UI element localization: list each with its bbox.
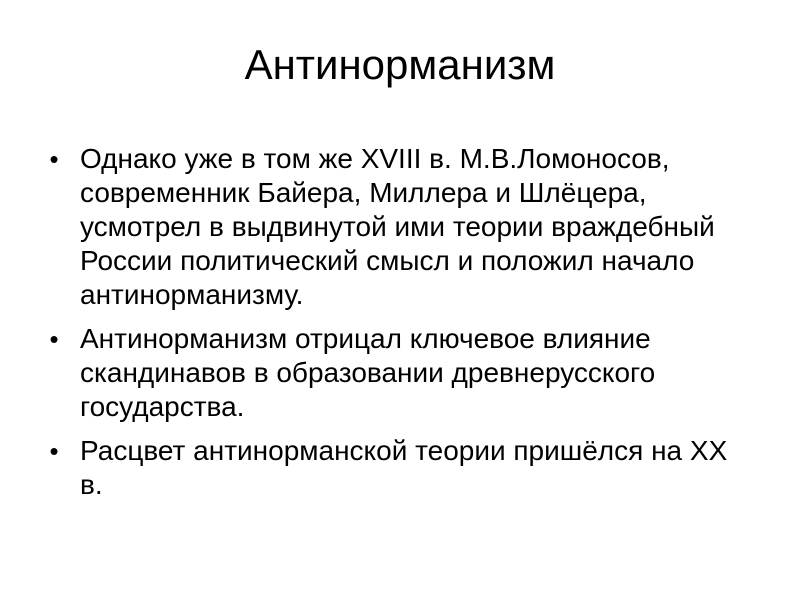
bullet-text: Расцвет антинорманской теории пришёлся на XX в. xyxy=(80,435,728,500)
bullet-text: Однако уже в том же XVIII в. М.В.Ломоносов, современник Байера, Миллера и Шлёцера, усмотрел в выдвинутой ими теории враждебный России политический смысл и положил начало антинорманизму. xyxy=(80,143,715,310)
bullet-marker: • xyxy=(49,144,59,174)
slide-title: Антинорманизм xyxy=(244,41,556,88)
bullet-marker: • xyxy=(49,436,59,466)
bullet-item xyxy=(44,434,754,502)
bullet-marker: • xyxy=(49,324,59,354)
bullet-item xyxy=(44,322,754,424)
bullet-list xyxy=(44,142,754,512)
bullet-text: Антинорманизм отрицал ключевое влияние скандинавов в образовании древнерусского государства. xyxy=(80,323,656,422)
bullet-item xyxy=(44,142,754,312)
